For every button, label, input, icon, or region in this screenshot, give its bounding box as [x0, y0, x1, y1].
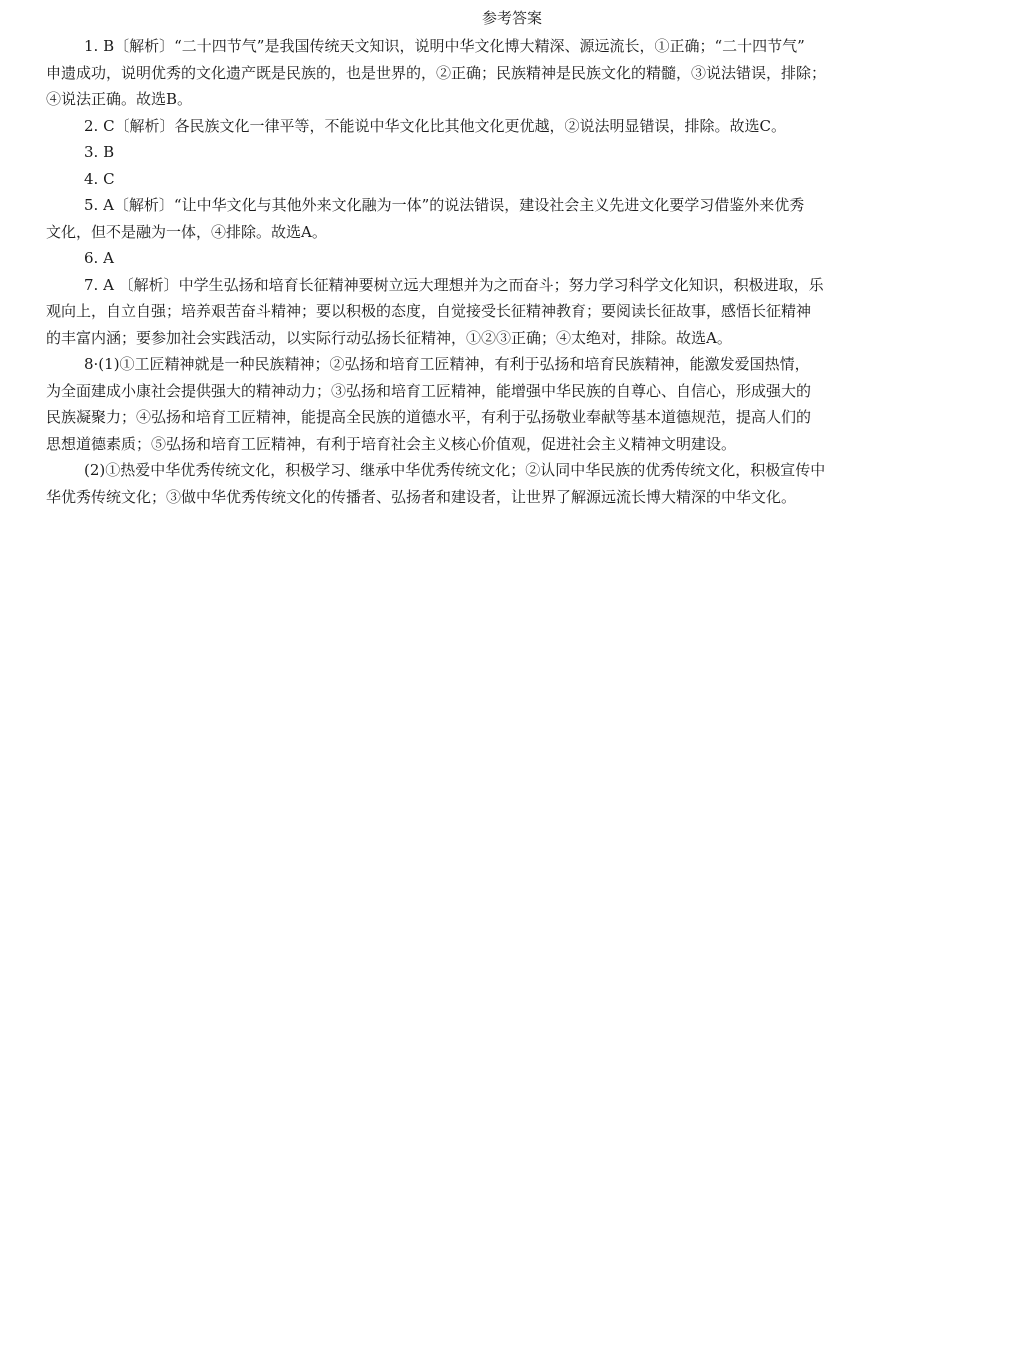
- answer-line: 3. B: [84, 143, 115, 161]
- answer-item-4: [46, 166, 982, 193]
- answer-line: 为全面建成小康社会提供强大的精神动力；③弘扬和培育工匠精神，能增强中华民族的自尊心、自信心，形成强大的: [46, 381, 812, 400]
- answer-line: 的丰富内涵；要参加社会实践活动，以实际行动弘扬长征精神，①②③正确；④太绝对，排除。故选A。: [46, 328, 732, 347]
- answer-line: 文化，但不是融为一体，④排除。故选A。: [46, 222, 327, 241]
- answer-list: [46, 33, 982, 510]
- page-title: 参考答案: [481, 9, 542, 27]
- answer-line: 6. A: [84, 249, 114, 267]
- answer-line: 观向上，自立自强；培养艰苦奋斗精神；要以积极的态度，自觉接受长征精神教育；要阅读长征故事，感悟长征精神: [46, 302, 812, 320]
- answer-line: 4. C: [84, 169, 115, 188]
- answer-line: 5. A〔解析〕“让中华文化与其他外来文化融为一体”的说法错误，建设社会主义先进文化要学习借鉴外来优秀: [84, 196, 805, 214]
- answer-line: 申遗成功，说明优秀的文化遗产既是民族的，也是世界的，②正确；民族精神是民族文化的精髓，③说法错误，排除；: [46, 63, 827, 82]
- answer-item-7: [46, 272, 982, 352]
- answer-item-8-part-1: [46, 351, 982, 457]
- answer-line: 8·(1)①工匠精神就是一种民族精神；②弘扬和培育工匠精神，有利于弘扬和培育民族精神，能激发爱国热情，: [84, 355, 810, 373]
- answer-item-5: [46, 192, 982, 245]
- answer-line: (2)①热爱中华优秀传统文化，积极学习、继承中华优秀传统文化；②认同中华民族的优秀传统文化，积极宣传中: [84, 461, 826, 479]
- answer-item-3: [46, 139, 982, 166]
- answer-line: 思想道德素质；⑤弘扬和培育工匠精神，有利于培育社会主义核心价值观，促进社会主义精神文明建设。: [46, 434, 737, 453]
- answer-item-1: [46, 33, 982, 113]
- answer-line: ④说法正确。故选B。: [46, 90, 193, 108]
- answer-line: 民族凝聚力；④弘扬和培育工匠精神，能提高全民族的道德水平，有利于弘扬敬业奉献等基本道德规范，提高人们的: [46, 408, 812, 426]
- answer-line: 7. A 〔解析〕中学生弘扬和培育长征精神要树立远大理想并为之而奋斗；努力学习科学文化知识，积极进取，乐: [84, 275, 824, 294]
- answer-line: 华优秀传统文化；③做中华优秀传统文化的传播者、弘扬者和建设者，让世界了解源远流长博大精深的中华文化。: [46, 487, 797, 506]
- answer-item-2: [46, 113, 982, 140]
- answer-line: 1. B〔解析〕“二十四节气”是我国传统天文知识，说明中华文化博大精深、源远流长，①正确；“二十四节气”: [84, 37, 805, 55]
- answer-line: 2. C〔解析〕各民族文化一律平等，不能说中华文化比其他文化更优越，②说法明显错误，排除。故选C。: [84, 116, 787, 135]
- answer-item-6: [46, 245, 982, 272]
- answer-item-8-part-2: [46, 457, 982, 510]
